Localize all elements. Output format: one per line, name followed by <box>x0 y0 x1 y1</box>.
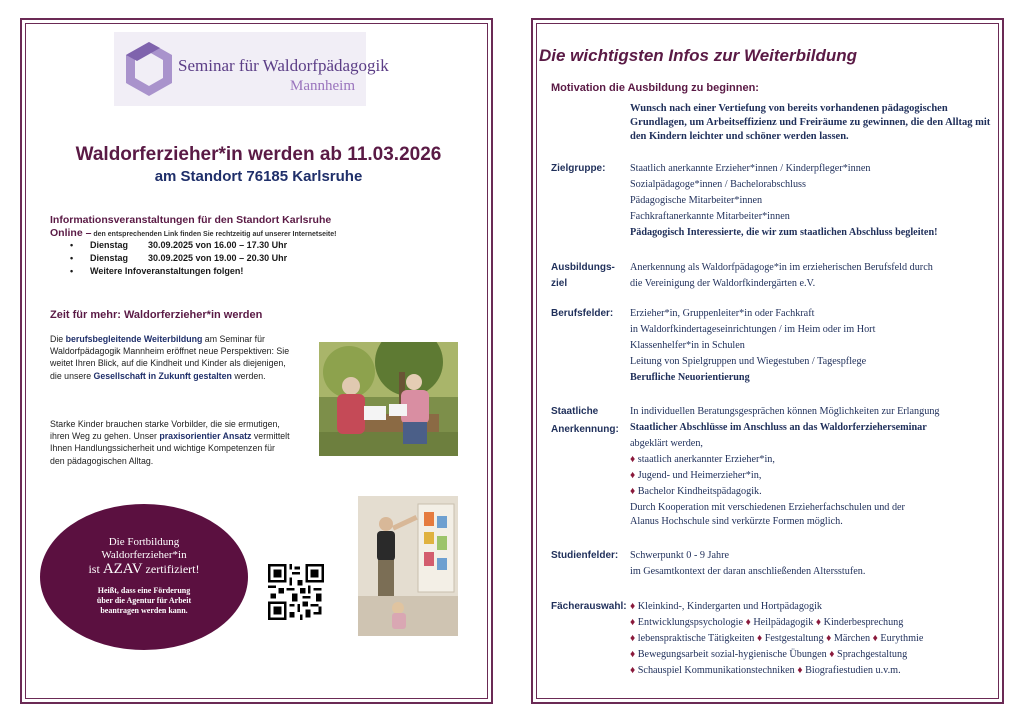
approach-paragraph <box>50 418 290 467</box>
flyer-left-page <box>20 18 493 704</box>
bullet-icon: • <box>70 266 74 276</box>
anerkennung-line: Alanus Hochschule sind verkürzte Formen möglich. <box>630 516 843 527</box>
fach-item: Heilpädagogik <box>753 617 814 628</box>
badge-note-line: beantragen werden kann. <box>100 606 188 615</box>
badge-note-line: Heißt, dass eine Förderung <box>97 586 191 595</box>
fach-item: Bewegungsarbeit sozial-hygienische Übungen <box>637 649 827 660</box>
event-day: Dienstag <box>90 253 129 263</box>
bullet-text: Jugend- und Heimerzieher*in, <box>637 470 762 481</box>
anerkennung-line: Durch Kooperation mit verschiedenen Erzieherfachschulen und der <box>630 502 905 513</box>
fach-item: Entwicklungspsychologie <box>637 617 744 628</box>
page-title: Waldorferzieher*in werden ab 11.03.2026 <box>75 144 442 165</box>
flyer-right-page <box>531 18 1004 704</box>
text-run: vermittelt Ihnen Handlungssicherheit und wichtige Kompetenzen für den pädagogischen Alltag. <box>50 431 290 466</box>
zielgruppe-line: Pädagogische Mitarbeiter*innen <box>630 195 763 206</box>
fach-item: lebenspraktische Tätigkeiten <box>637 633 755 644</box>
zielgruppe-line: Sozialpädagoge*innen / Bachelorabschluss <box>630 179 806 190</box>
diamond-bullet-icon: ♦ <box>797 665 803 676</box>
label-line: ziel <box>551 278 568 289</box>
azav-badge <box>40 504 248 650</box>
event-day: Dienstag <box>90 240 129 250</box>
berufsfelder-line: in Waldorfkindertageseinrichtungen / im Heim oder im Hort <box>630 324 876 335</box>
faecher-row <box>630 647 1002 663</box>
faecher-list <box>630 599 1002 679</box>
zielgruppe-line-bold: Pädagogisch Interessierte, die wir zum staatlichen Abschluss begleiten! <box>630 227 938 238</box>
diamond-bullet-icon: ♦ <box>630 454 636 465</box>
label-ausbildungsziel <box>551 260 615 292</box>
ausbildungsziel-line: die Vereinigung der Waldorfkindergärten e.V. <box>630 278 816 289</box>
diamond-bullet-icon: ♦ <box>815 617 822 628</box>
berufsfelder-line: Leitung von Spielgruppen und Wiegestuben / Tagespflege <box>630 356 867 367</box>
badge-line: Die Fortbildung <box>108 536 180 548</box>
faecher-row <box>630 663 1002 679</box>
anerkennung-bullet <box>630 452 1002 468</box>
azav-text: AZAV <box>102 561 143 577</box>
fach-item: Eurythmie <box>880 633 924 644</box>
berufsfelder-line-bold: Berufliche Neuorientierung <box>630 372 750 383</box>
diamond-bullet-icon: ♦ <box>745 617 751 628</box>
bullet-text: staatlich anerkannter Erzieher*in, <box>637 454 775 465</box>
label-zielgruppe: Zielgruppe: <box>551 163 606 174</box>
anerkennung-bullet <box>630 484 1002 500</box>
intro-paragraph <box>50 333 290 382</box>
faecher-row <box>630 615 1002 631</box>
label-berufsfelder: Berufsfelder: <box>551 308 614 319</box>
photo-teachers-outdoors <box>319 342 458 456</box>
seminar-logo <box>114 32 389 106</box>
label-studienfelder: Studienfelder: <box>551 550 619 561</box>
label-line: Ausbildungs- <box>551 262 615 273</box>
diamond-bullet-icon: ♦ <box>630 649 636 660</box>
diamond-bullet-icon: ♦ <box>756 633 763 644</box>
bullet-text: Bachelor Kindheitspädagogik. <box>637 486 762 497</box>
logo-text-line2: Mannheim <box>290 78 355 94</box>
fach-item: Biografiestudien u.v.m. <box>805 665 901 676</box>
bullet-icon: • <box>70 240 74 250</box>
fach-item: Festgestaltung <box>764 633 824 644</box>
ausbildungsziel-line: Anerkennung als Waldorfpädagoge*in im erzieherischen Berufsfeld durch <box>630 262 933 273</box>
diamond-bullet-icon: ♦ <box>630 665 636 676</box>
label-anerkennung <box>551 404 619 438</box>
fach-item: Kleinkind-, Kindergarten und Hortpädagogik <box>637 601 823 612</box>
photo-teacher-with-child <box>358 496 458 636</box>
text-run: werden. <box>231 370 266 381</box>
text-run: Starke Kinder brauchen starke Vorbilder, die sie ermutigen, ihren Weg zu gehen. Unser <box>50 419 280 442</box>
diamond-bullet-icon: ♦ <box>829 649 835 660</box>
bullet-icon: • <box>70 253 74 263</box>
label-faecherauswahl: Fächerauswahl: <box>551 601 627 612</box>
faecher-row <box>630 599 1002 615</box>
berufsfelder-line: Erzieher*in, Gruppenleiter*in oder Fachkraft <box>630 308 815 319</box>
fach-item: Sprachgestaltung <box>837 649 908 660</box>
badge-note-line: über die Agentur für Arbeit <box>96 596 192 605</box>
text-run: Die <box>50 334 66 344</box>
motivation-text: Wunsch nach einer Vertiefung von bereits vorhandenen pädagogischen Grundlagen, um Arbeitseffizienz und Freiräume zu gewinnen, die den Alltag mit den Kindern leichter und schöner werden lassen. <box>630 103 991 142</box>
logo-hexagon-icon <box>120 38 178 100</box>
fach-item: Märchen <box>833 633 871 644</box>
diamond-bullet-icon: ♦ <box>872 633 878 644</box>
section-heading-zeit: Zeit für mehr: Waldorferzieher*in werden <box>50 309 263 321</box>
text-run-bold: berufsbegleitende Weiterbildung <box>65 334 203 344</box>
zielgruppe-list <box>630 161 1002 241</box>
page-subtitle: am Standort 76185 Karlsruhe <box>154 168 363 185</box>
label-line: Staatliche <box>551 406 599 417</box>
diamond-bullet-icon: ♦ <box>630 601 636 612</box>
faecher-row <box>630 631 1002 647</box>
info-events-heading: Informationsveranstaltungen für den Standort Karlsruhe <box>50 214 332 226</box>
badge-line: Waldorferzieher*in <box>101 549 187 561</box>
event-time: 30.09.2025 von 19.00 – 20.30 Uhr <box>148 253 288 263</box>
text-run-bold: Gesellschaft in Zukunft gestalten <box>93 370 232 381</box>
diamond-bullet-icon: ♦ <box>630 470 636 481</box>
studienfelder-line: im Gesamtkontext der daran anschließenden Altersstufen. <box>630 566 866 577</box>
studienfelder-line: Schwerpunkt 0 - 9 Jahre <box>630 550 730 561</box>
anerkennung-line-bold: Staatlicher Abschlüsse im Anschluss an das Waldorferzieherseminar <box>630 422 927 433</box>
motivation-heading: Motivation die Ausbildung zu beginnen: <box>551 82 759 94</box>
info-page-title: Die wichtigsten Infos zur Weiterbildung <box>539 46 857 65</box>
ausbildungsziel-text <box>630 260 1002 292</box>
diamond-bullet-icon: ♦ <box>630 486 636 497</box>
diamond-bullet-icon: ♦ <box>826 633 832 644</box>
online-label: Online – <box>50 227 92 239</box>
anerkennung-bullet <box>630 468 1002 484</box>
studienfelder-text <box>630 548 1002 580</box>
text-run: zertifiziert! <box>142 562 200 576</box>
logo-text-line1: Seminar für Waldorfpädagogik <box>178 56 389 75</box>
badge-note <box>40 586 248 616</box>
zielgruppe-line: Fachkraftanerkannte Mitarbeiter*innen <box>630 211 790 222</box>
fach-item: Kinderbesprechung <box>823 617 904 628</box>
text-run-bold: praxisorientier Ansatz <box>159 431 252 442</box>
text-run: ist <box>88 562 103 576</box>
event-time: 30.09.2025 von 16.00 – 17.30 Uhr <box>148 240 288 250</box>
anerkennung-text <box>630 404 1002 530</box>
berufsfelder-line: Klassenhelfer*in in Schulen <box>630 340 745 351</box>
anerkennung-line: In individuellen Beratungsgesprächen können Möglichkeiten zur Erlangung <box>630 406 940 417</box>
fach-item: Schauspiel Kommunikationstechniken <box>637 665 795 676</box>
more-events-note: Weitere Infoveranstaltungen folgen! <box>90 266 244 276</box>
label-line: Anerkennung: <box>551 424 619 435</box>
badge-line-azav <box>40 562 248 577</box>
online-line <box>50 227 337 239</box>
anerkennung-line: abgeklärt werden, <box>630 438 703 449</box>
berufsfelder-list <box>630 306 1002 386</box>
zielgruppe-line: Staatlich anerkannte Erzieher*innen / Kinderpfleger*innen <box>630 163 871 174</box>
diamond-bullet-icon: ♦ <box>630 633 636 644</box>
qr-code-icon[interactable] <box>268 564 324 620</box>
online-note: den entsprechenden Link finden Sie rechtzeitig auf unserer Internetseite! <box>91 231 337 238</box>
diamond-bullet-icon: ♦ <box>630 617 636 628</box>
text-run: am Seminar für Waldorfpädagogik Mannheim eröffnet neue Perspektiven: Sie weitet Ihren Blick, auf die Kindheit und Kinder als diejenigen, die unsere <box>50 334 290 381</box>
